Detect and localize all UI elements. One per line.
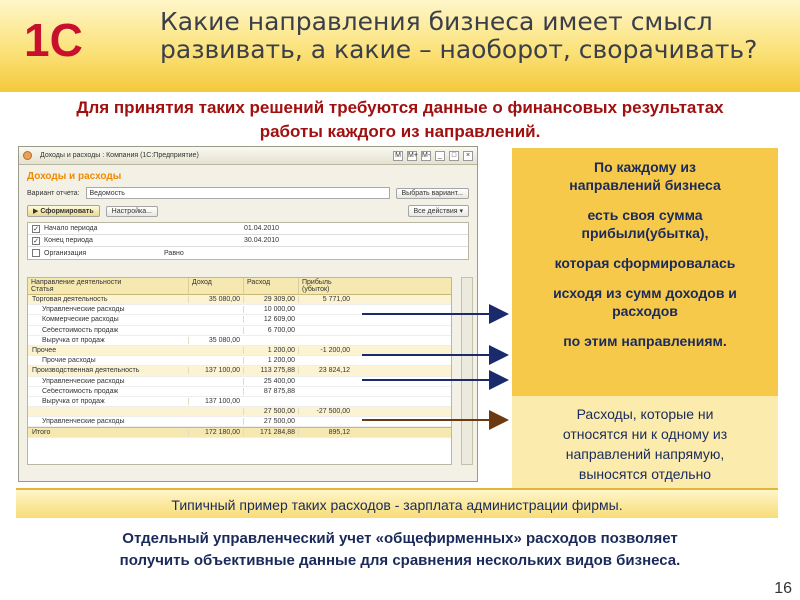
window-title: Доходы и расходы : Компания (1С:Предприятие): [40, 152, 199, 159]
cell-income: 35 080,00: [188, 337, 243, 344]
cell-expense: 171 284,88: [243, 429, 298, 436]
form-title: Доходы и расходы: [27, 171, 122, 182]
cell-name: Управленческие расходы: [42, 306, 125, 314]
variant-label: Вариант отчета:: [27, 189, 80, 197]
cell-profit: 5 771,00: [298, 296, 353, 303]
conclusion: [0, 528, 800, 572]
cell-expense: 6 700,00: [243, 327, 298, 334]
example-strip: [16, 488, 778, 518]
table-row[interactable]: [28, 336, 451, 346]
subtitle-line-1: Для принятия таких решений требуются данные о финансовых результатах: [76, 98, 724, 117]
maximize-button[interactable]: □: [449, 151, 459, 161]
param-checkbox[interactable]: ✓: [33, 237, 39, 245]
generate-label: Сформировать: [40, 208, 94, 215]
command-bar: [19, 202, 477, 220]
param-name: Начало периода: [44, 225, 98, 232]
header-profit-label: Прибыль: [302, 279, 332, 286]
cell-income: 172 180,00: [188, 429, 243, 436]
report-window: [18, 146, 478, 482]
memory-plus-button[interactable]: M+: [408, 151, 418, 159]
table-row[interactable]: [28, 417, 451, 427]
header-income: Доход: [188, 278, 243, 294]
param-row: [28, 235, 468, 247]
cell-income: 35 080,00: [188, 296, 243, 303]
info-line: расходов: [612, 303, 678, 319]
cell-expense: 29 309,00: [243, 296, 298, 303]
conclusion-line-2: получить объективные данные для сравнения нескольких видов бизнеса.: [119, 552, 681, 569]
table-row[interactable]: [28, 407, 451, 417]
cell-expense: 27 500,00: [243, 418, 298, 425]
param-value[interactable]: 01.04.2010: [244, 225, 280, 232]
params-table: [27, 222, 469, 260]
cell-name: Прочие расходы: [42, 357, 96, 365]
close-button[interactable]: ×: [463, 151, 473, 161]
cell-name: Торговая деятельность: [32, 296, 108, 304]
param-cond: Равно: [164, 249, 184, 257]
cell-income: 137 100,00: [188, 398, 243, 405]
cell-expense: 113 275,88: [243, 367, 298, 374]
header-expense: Расход: [243, 278, 298, 294]
table-row[interactable]: [28, 377, 451, 387]
param-checkbox[interactable]: [32, 249, 40, 257]
cell-expense: 1 200,00: [243, 357, 298, 364]
table-row[interactable]: [28, 315, 451, 325]
all-actions-button[interactable]: Все действия ▾: [408, 205, 469, 217]
info-line: есть своя сумма: [587, 207, 703, 223]
cell-name: Управленческие расходы: [42, 418, 125, 426]
subtitle-line-2: работы каждого из направлений.: [259, 122, 541, 141]
variant-row: [19, 184, 477, 202]
param-checkbox[interactable]: ✓: [33, 225, 39, 233]
report-scrollbar[interactable]: [461, 277, 473, 465]
note-line: Расходы, которые ни: [576, 406, 714, 422]
page-number: 16: [774, 580, 792, 597]
cell-expense: 1 200,00: [243, 347, 298, 354]
cell-profit: -1 200,00: [298, 347, 353, 354]
note-line: выносятся отдельно: [578, 466, 712, 482]
table-row[interactable]: [28, 356, 451, 366]
cell-name: Себестоимость продаж: [42, 387, 119, 395]
minimize-button[interactable]: _: [435, 151, 445, 161]
report-total-row[interactable]: [28, 427, 451, 437]
report-table: [27, 277, 452, 465]
cell-profit: -27 500,00: [298, 408, 353, 415]
table-row[interactable]: [28, 366, 451, 376]
conclusion-line-1: Отдельный управленческий учет «общефирменных» расходов позволяет: [122, 530, 678, 547]
memory-m-button[interactable]: M: [393, 151, 403, 161]
logo-text: 1С: [24, 14, 83, 64]
report-header: [28, 278, 451, 295]
header-article-label: Статья: [31, 286, 54, 293]
note-line: относятся ни к одному из: [562, 426, 728, 442]
info-box: [512, 148, 778, 396]
cell-income: 137 100,00: [188, 367, 243, 374]
choose-variant-button[interactable]: Выбрать вариант...: [396, 188, 470, 199]
info-line: исходя из сумм доходов и: [553, 285, 737, 301]
param-name: Конец периода: [44, 237, 93, 244]
param-name: Организация: [44, 249, 87, 257]
cell-name: Производственная деятельность: [32, 367, 140, 375]
info-line: направлений бизнеса: [569, 177, 721, 193]
cell-expense: 87 875,88: [243, 388, 298, 395]
table-row[interactable]: [28, 326, 451, 336]
example-text: Типичный пример таких расходов - зарплата администрации фирмы.: [171, 497, 623, 513]
cell-name: Выручка от продаж: [42, 397, 105, 405]
note-box: [512, 396, 778, 488]
variant-input[interactable]: Ведомость: [86, 187, 390, 199]
slide-title: Какие направления бизнеса имеет смысл развивать, а какие – наоборот, сворачивать?: [160, 7, 758, 64]
memory-minus-button[interactable]: M-: [422, 151, 431, 159]
cell-expense: 25 400,00: [243, 378, 298, 385]
cell-profit: 895,12: [298, 429, 353, 436]
generate-button[interactable]: ▶ Сформировать: [27, 205, 100, 217]
info-line: прибыли(убытка),: [581, 225, 709, 241]
param-value[interactable]: 30.04.2010: [244, 237, 280, 244]
table-row[interactable]: [28, 305, 451, 315]
info-line: по этим направлениям.: [563, 333, 727, 349]
window-titlebar: [19, 147, 477, 165]
cell-name: Управленческие расходы: [42, 377, 125, 385]
header-direction: [28, 278, 188, 294]
cell-name: Выручка от продаж: [42, 336, 105, 344]
cell-profit: 23 824,12: [298, 367, 353, 374]
note-line: направлений напрямую,: [565, 446, 725, 462]
1c-logo: [20, 14, 140, 64]
report-rows: [28, 295, 451, 438]
cell-name: Себестоимость продаж: [42, 326, 119, 334]
info-line: которая сформировалась: [554, 255, 736, 271]
param-row: [28, 223, 468, 235]
cell-name: Прочее: [32, 347, 57, 355]
cell-name: Коммерческие расходы: [42, 316, 119, 324]
cell-expense: 12 609,00: [243, 316, 298, 323]
settings-button[interactable]: Настройка...: [106, 206, 158, 217]
header-direction-label: Направление деятельности: [31, 279, 122, 286]
header-profit-label-2: (убыток): [302, 286, 330, 293]
info-line: По каждому из: [594, 159, 696, 175]
cell-name: Итого: [32, 429, 51, 437]
subtitle: [0, 96, 800, 144]
header-profit: [298, 278, 353, 294]
table-row[interactable]: [28, 387, 451, 397]
app-icon: [23, 151, 32, 160]
table-row[interactable]: [28, 397, 451, 407]
table-row[interactable]: [28, 346, 451, 356]
table-row[interactable]: [28, 295, 451, 305]
cell-expense: 10 000,00: [243, 306, 298, 313]
cell-expense: 27 500,00: [243, 408, 298, 415]
param-row: [28, 247, 468, 259]
